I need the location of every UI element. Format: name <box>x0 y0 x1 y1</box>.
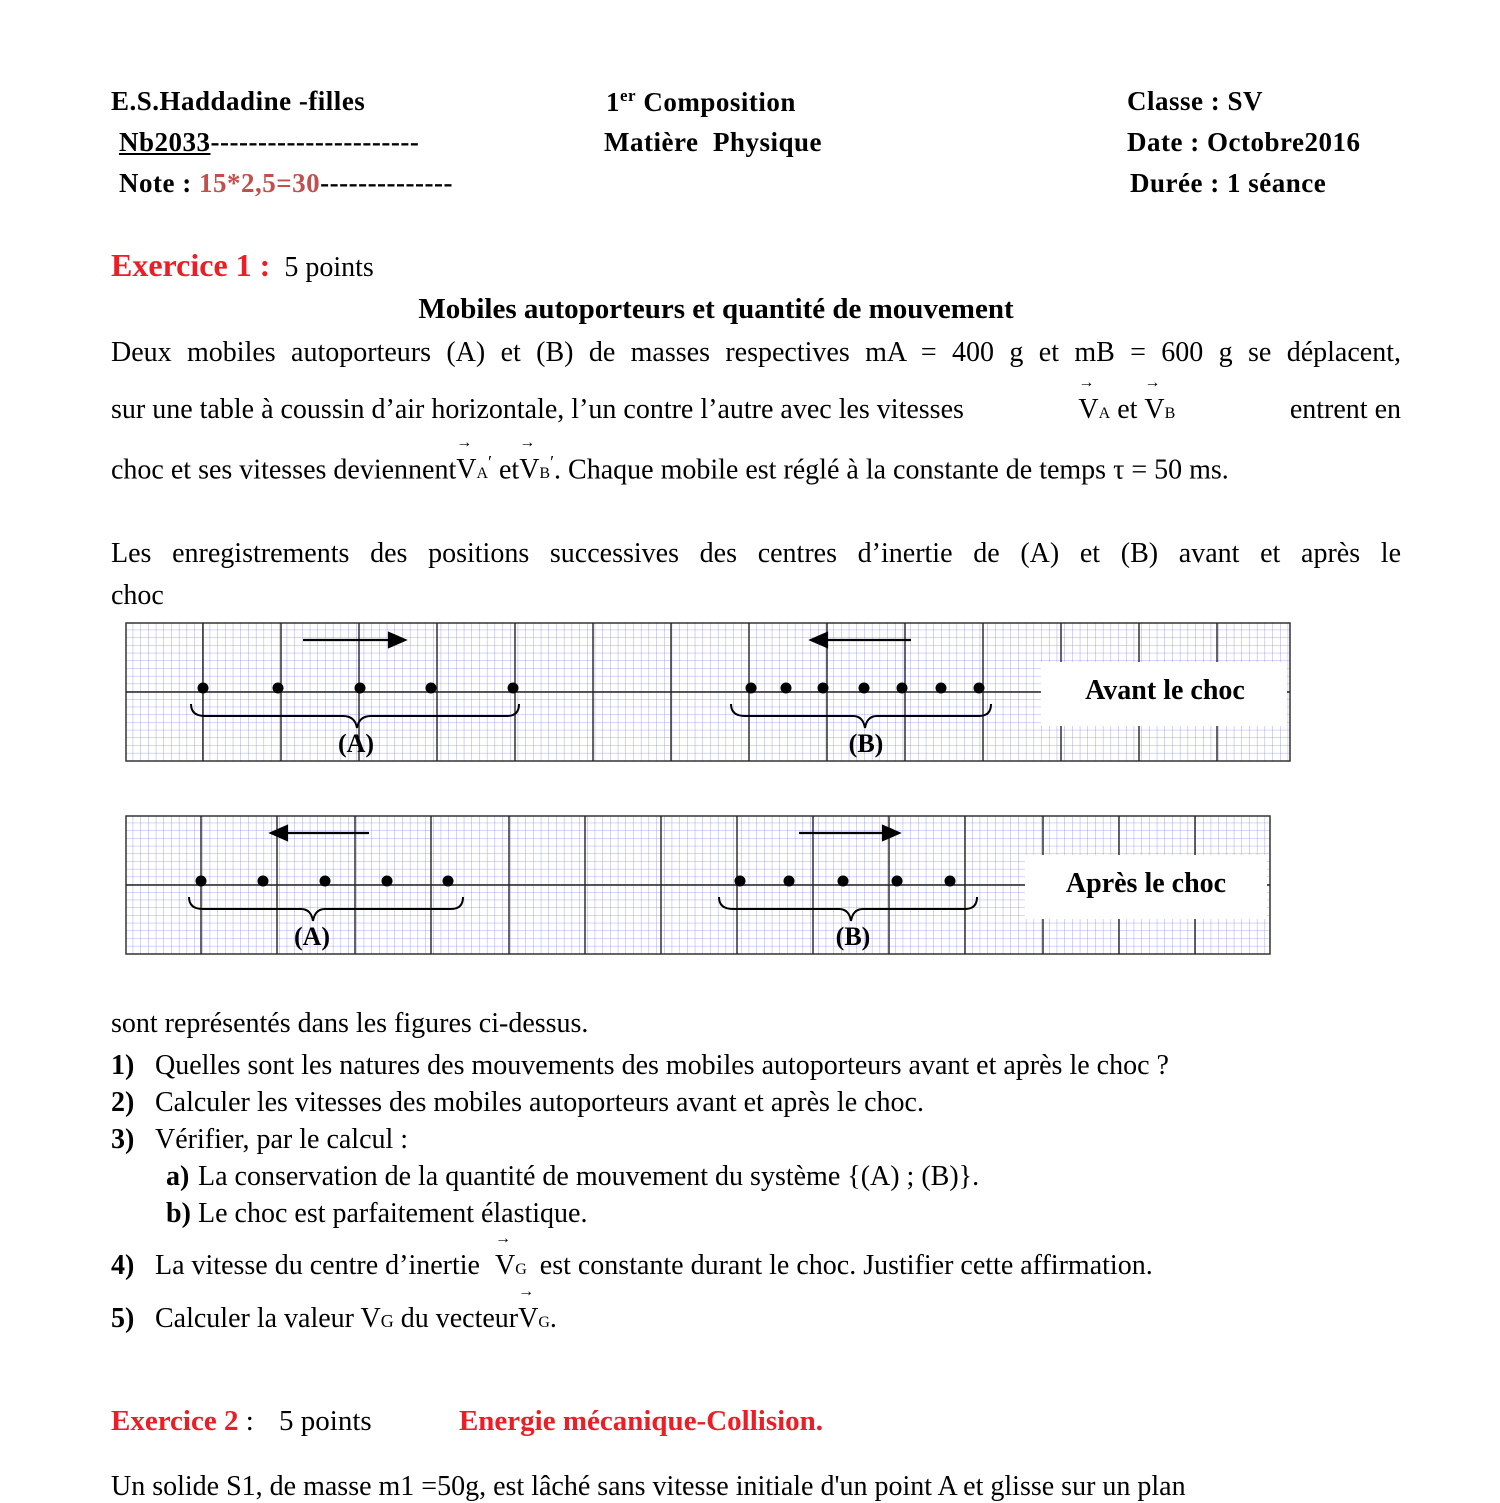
figure-before-collision <box>125 622 1293 764</box>
v-letter: V <box>494 1250 516 1281</box>
subscript-g: G <box>515 1261 527 1278</box>
exercise2-heading <box>111 1405 823 1438</box>
question-text-c: . <box>549 1303 557 1334</box>
exercise1-paragraph-line1: Deux mobiles autoporteurs (A) et (B) de masses respectives mA = 400 g et mB = 600 g se déplacent, <box>111 337 1401 368</box>
question-5 <box>111 1283 557 1335</box>
question-number: 3) <box>111 1124 135 1155</box>
subscript-b: B <box>539 465 551 483</box>
figure-after-collision <box>125 815 1273 957</box>
question-2 <box>111 1087 924 1119</box>
question-text-a: La vitesse du centre d’inertie <box>155 1250 480 1281</box>
composition-label: Composition <box>643 87 796 117</box>
question-number: 1) <box>111 1050 135 1081</box>
subscript-g: G <box>380 1311 394 1331</box>
nb-dashes: ---------------------- <box>210 127 420 157</box>
subscript-a: A <box>1098 405 1111 422</box>
note-line <box>119 168 453 199</box>
arrow-icon: → <box>1078 374 1095 391</box>
label-a: (A) <box>293 922 331 951</box>
question-3a <box>166 1161 979 1193</box>
label-b: (B) <box>835 922 871 951</box>
label-b: (B) <box>848 729 884 758</box>
v-letter: V <box>456 454 477 486</box>
prime-mark: ′ <box>488 452 492 472</box>
vector-vg <box>494 1230 527 1282</box>
exercise1-paragraph-line3 <box>111 434 1229 486</box>
question-text-b: est constante durant le choc. Justifier cette affirmation. <box>539 1250 1153 1281</box>
nb-code: Nb2033 <box>119 127 211 157</box>
v-letter: V <box>519 454 540 486</box>
question-3b <box>166 1198 587 1230</box>
v-letter: V <box>518 1303 539 1334</box>
subquestion-number: b) <box>166 1198 191 1229</box>
subquestion-text: La conservation de la quantité de mouvement du système {(A) ; (B)}. <box>198 1161 980 1192</box>
line2-et: et <box>1117 394 1138 425</box>
vector-vb-prime <box>519 434 551 486</box>
exercise1-subtitle: Mobiles autoporteurs et quantité de mouvement <box>418 293 1014 325</box>
question-3 <box>111 1124 408 1156</box>
subscript-g: G <box>538 1314 550 1331</box>
arrow-icon: → <box>494 1230 511 1247</box>
question-number: 4) <box>111 1250 135 1281</box>
note-dashes: -------------- <box>320 168 453 198</box>
v-letter: V <box>1078 394 1099 425</box>
prime-mark: ′ <box>550 452 555 472</box>
exercise1-paragraph-line2 <box>111 374 1401 426</box>
duration-info: Durée : 1 séance <box>1130 168 1327 198</box>
vector-group-ab <box>1078 374 1176 426</box>
exercise1-points: 5 points <box>284 252 374 283</box>
question-4 <box>111 1230 1153 1282</box>
composition-superscript: er <box>620 86 637 105</box>
question-number: 5) <box>111 1303 135 1334</box>
line3-text-c: . Chaque mobile est réglé à la constante de temps τ = 50 ms. <box>554 454 1229 486</box>
exercise2-line1: Un solide S1, de masse m1 =50g, est lâché sans vitesse initiale d'un point A et glisse sur un plan <box>111 1471 1186 1502</box>
exercise2-subtitle: Energie mécanique-Collision. <box>458 1405 824 1437</box>
vector-va-prime <box>456 434 489 486</box>
label-a: (A) <box>337 729 375 758</box>
subject: Matière Physique <box>604 127 822 157</box>
vector-va <box>1078 374 1111 426</box>
exercise1-heading <box>111 247 374 284</box>
exercise1-title: Exercice 1 : <box>111 247 271 283</box>
question-text: Quelles sont les natures des mouvements des mobiles autoporteurs avant et après le choc ? <box>155 1050 1169 1081</box>
composition-number: 1 <box>606 87 620 117</box>
question-1 <box>111 1050 1169 1082</box>
question-text-a: Calculer la valeur V <box>155 1303 381 1334</box>
figure-caption-text: sont représentés dans les figures ci-dessus. <box>111 1008 589 1039</box>
question-text: Calculer les vitesses des mobiles autoporteurs avant et après le choc. <box>155 1087 924 1118</box>
vector-vb <box>1144 374 1176 426</box>
line3-text-a: choc et ses vitesses deviennent <box>111 454 457 486</box>
exercise1-paragraph2-line2: choc <box>111 580 164 611</box>
arrow-icon: → <box>519 434 536 452</box>
v-letter: V <box>1144 394 1165 425</box>
arrow-icon: → <box>518 1283 535 1300</box>
subquestion-number: a) <box>166 1161 190 1192</box>
after-label: Après le choc <box>1065 868 1227 899</box>
arrow-icon: → <box>1144 374 1161 391</box>
exercise2-title: Exercice 2 <box>111 1405 239 1437</box>
exercise2-points: 5 points <box>279 1405 372 1437</box>
line2-text-c: entrent en <box>1289 394 1401 425</box>
school-name: E.S.Haddadine -filles <box>111 86 366 116</box>
class-info: Classe : SV <box>1127 86 1264 116</box>
note-label: Note : <box>119 168 199 198</box>
subscript-b: B <box>1164 405 1176 422</box>
arrow-icon: → <box>456 434 473 452</box>
question-text: Vérifier, par le calcul : <box>155 1124 409 1155</box>
composition-title <box>606 86 796 118</box>
date-info: Date : Octobre2016 <box>1127 127 1361 157</box>
document-number <box>119 127 419 158</box>
vector-vg <box>518 1283 550 1335</box>
line3-et: et <box>498 454 520 486</box>
exercise1-paragraph2-line1: Les enregistrements des positions successives des centres d’inertie de (A) et (B) avant et après le <box>111 538 1401 569</box>
line2-text-a: sur une table à coussin d’air horizontale, l’un contre l’autre avec les vitesses <box>111 394 964 425</box>
note-value: 15*2,5=30 <box>198 168 321 198</box>
exercise2-colon: : <box>238 1405 254 1437</box>
subscript-a: A <box>476 465 489 483</box>
question-text-b: du vecteur <box>400 1303 519 1334</box>
question-number: 2) <box>111 1087 135 1118</box>
subquestion-text: Le choc est parfaitement élastique. <box>198 1198 588 1229</box>
before-label: Avant le choc <box>1085 675 1245 706</box>
